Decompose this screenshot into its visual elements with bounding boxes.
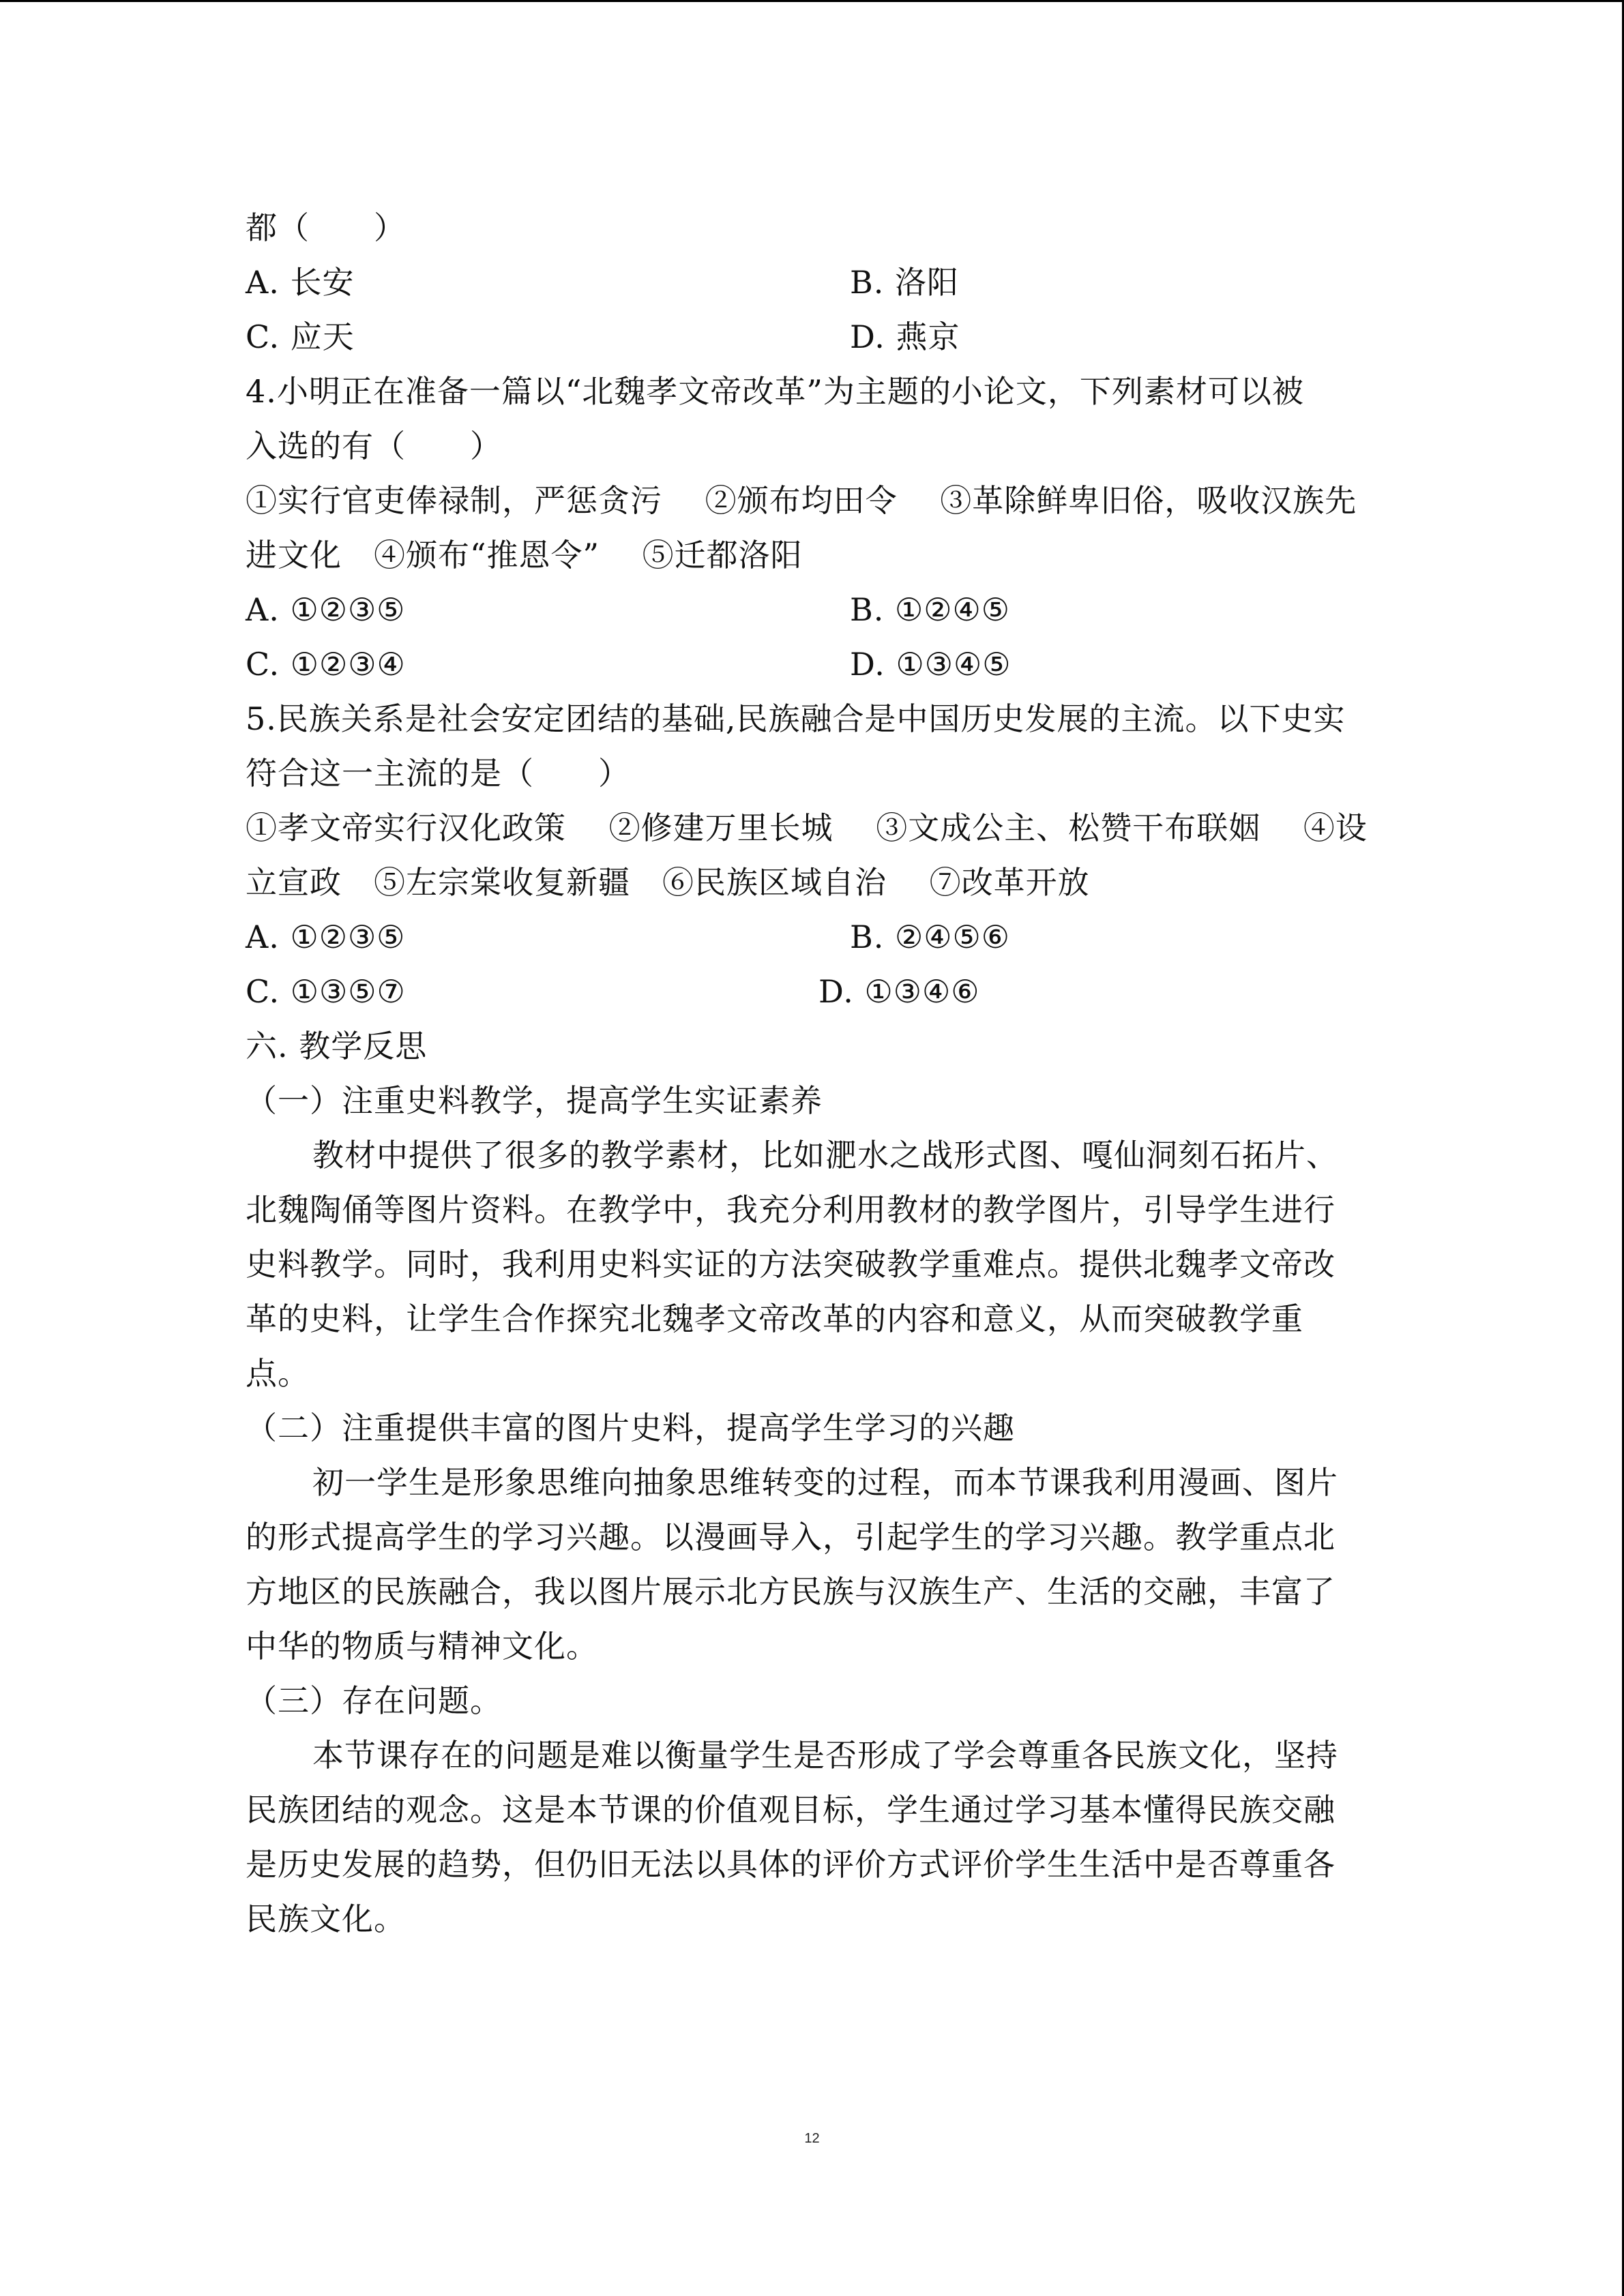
reflection-section-3-title: （三）存在问题。 [246, 1682, 502, 1719]
q3-options-row-1 [246, 255, 1391, 310]
paragraph-line: 是历史发展的趋势，但仍旧无法以具体的评价方式评价学生生活中是否尊重各 [246, 1846, 1335, 1883]
paragraph-line: 本节课存在的问题是难以衡量学生是否形成了学会尊重各民族文化，坚持 [312, 1737, 1338, 1774]
reflection-section-2-title: （二）注重提供丰富的图片史料，提高学生学习的兴趣 [246, 1410, 1015, 1446]
paragraph-line: 中华的物质与精神文化。 [246, 1628, 598, 1665]
q4-options-row-1 [246, 582, 1391, 637]
q5-option-a: A. ①②③⑤ [246, 919, 406, 955]
q4-items-line-1: ①实行官吏俸禄制，严惩贪污 ②颁布均田令 ③革除鲜卑旧俗，吸收汉族先 [246, 482, 1357, 519]
q3-option-c: C. 应天 [246, 318, 355, 355]
q3-option-b: B. 洛阳 [850, 264, 960, 301]
page-top-border [0, 0, 1624, 2]
paragraph-line: 北魏陶俑等图片资料。在教学中，我充分利用教材的教学图片，引导学生进行 [246, 1191, 1335, 1228]
document-body [246, 200, 1391, 1946]
q5-option-c: C. ①③⑤⑦ [246, 973, 406, 1010]
reflection-heading: 六. 教学反思 [246, 1028, 428, 1064]
q5-items-line-2: 立宣政 ⑤左宗棠收复新疆 ⑥民族区域自治 ⑦改革开放 [246, 864, 1090, 901]
paragraph-line: 初一学生是形象思维向抽象思维转变的过程，而本节课我利用漫画、图片 [312, 1464, 1338, 1501]
paragraph-line: 方地区的民族融合，我以图片展示北方民族与汉族生产、生活的交融，丰富了 [246, 1573, 1335, 1610]
q3-stem-tail: 都（ ） [246, 209, 406, 246]
paragraph-line: 民族团结的观念。这是本节课的价值观目标，学生通过学习基本懂得民族交融 [246, 1791, 1335, 1828]
q4-stem-line-2: 入选的有（ ） [246, 428, 502, 464]
paragraph-line: 史料教学。同时，我利用史料实证的方法突破教学重难点。提供北魏孝文帝改 [246, 1246, 1335, 1283]
q3-option-d: D. 燕京 [850, 318, 960, 355]
q5-options-row-2 [246, 964, 1391, 1019]
q5-option-b: B. ②④⑤⑥ [850, 919, 1011, 955]
q3-options-row-2 [246, 310, 1391, 364]
paragraph-line: 教材中提供了很多的教学素材，比如淝水之战形式图、嘎仙洞刻石拓片、 [312, 1137, 1338, 1174]
q5-option-d: D. ①③④⑥ [818, 973, 980, 1010]
q4-items-line-2: 进文化 ④颁布“推恩令” ⑤迁都洛阳 [246, 537, 803, 573]
reflection-section-2-paragraph [246, 1455, 1391, 1673]
q4-options-row-2 [246, 637, 1391, 691]
q4-stem-line-1: 4.小明正在准备一篇以“北魏孝文帝改革”为主题的小论文，下列素材可以被 [246, 373, 1304, 410]
q3-option-a: A. 长安 [246, 264, 355, 301]
paragraph-line: 民族文化。 [246, 1900, 406, 1937]
q4-option-c: C. ①②③④ [246, 646, 406, 683]
page-number: 12 [804, 2131, 820, 2146]
paragraph-line: 革的史料，让学生合作探究北魏孝文帝改革的内容和意义，从而突破教学重 [246, 1300, 1303, 1337]
paragraph-line: 点。 [246, 1355, 310, 1392]
q4-option-d: D. ①③④⑤ [850, 646, 1012, 683]
reflection-section-1-title: （一）注重史料教学，提高学生实证素养 [246, 1082, 823, 1119]
q5-stem-line-2: 符合这一主流的是（ ） [246, 755, 630, 792]
q5-stem-line-1: 5.民族关系是社会安定团结的基础,民族融合是中国历史发展的主流。以下史实 [246, 700, 1346, 737]
q5-items-line-1: ①孝文帝实行汉化政策 ②修建万里长城 ③文成公主、松赞干布联姻 ④设 [246, 809, 1368, 846]
paragraph-line: 的形式提高学生的学习兴趣。以漫画导入，引起学生的学习兴趣。教学重点北 [246, 1519, 1335, 1555]
q4-option-b: B. ①②④⑤ [850, 591, 1011, 628]
q5-options-row-1 [246, 910, 1391, 964]
reflection-section-1-paragraph [246, 1128, 1391, 1401]
q4-option-a: A. ①②③⑤ [246, 591, 406, 628]
reflection-section-3-paragraph [246, 1728, 1391, 1946]
